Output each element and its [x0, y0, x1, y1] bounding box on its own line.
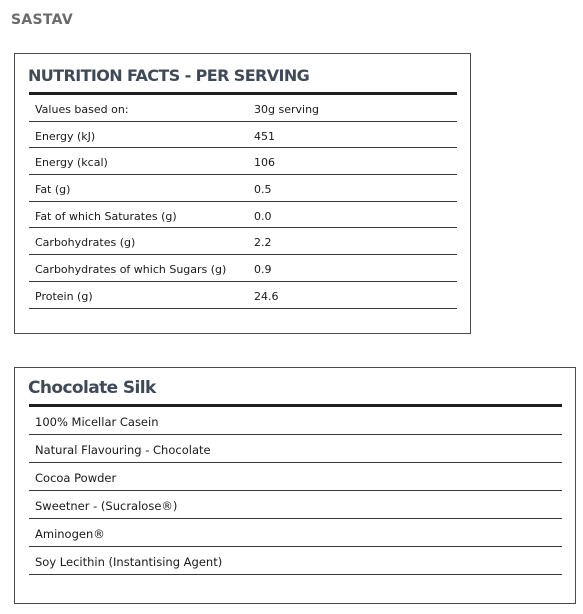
ingredient-label: Natural Flavouring - Chocolate: [35, 443, 211, 457]
nutrition-label: Energy (kJ): [35, 129, 96, 143]
nutrition-value: 0.0: [254, 209, 272, 223]
nutrition-value: 2.2: [254, 236, 272, 250]
ingredient-label: Soy Lecithin (Instantising Agent): [35, 555, 223, 569]
nutrition-row-saturates: [29, 202, 457, 229]
nutrition-row-basis: [29, 95, 457, 122]
flavour-title: Chocolate Silk: [28, 378, 156, 398]
nutrition-value: 106: [254, 156, 275, 170]
ingredient-label: Sweetner - (Sucralose®): [35, 499, 178, 513]
nutrition-value: 30g serving: [254, 103, 320, 116]
nutrition-label: Fat (g): [35, 183, 71, 197]
ingredient-label: Cocoa Powder: [35, 471, 117, 485]
nutrition-value: 0.5: [254, 183, 272, 197]
nutrition-row-carbohydrates: [29, 228, 457, 255]
ingredient-item: [29, 519, 562, 547]
nutrition-label: Carbohydrates (g): [35, 236, 136, 250]
nutrition-facts-panel: [14, 53, 471, 334]
nutrition-row-protein: [29, 282, 457, 309]
nutrition-row-sugars: [29, 255, 457, 282]
ingredient-item: [29, 407, 562, 435]
page-heading: SASTAV: [11, 12, 73, 28]
nutrition-row-fat: [29, 175, 457, 202]
ingredient-item: [29, 491, 562, 519]
ingredient-label: Aminogen®: [35, 527, 105, 541]
ingredients-panel: [14, 367, 576, 604]
nutrition-label: Values based on:: [35, 103, 129, 116]
ingredient-item: [29, 547, 562, 575]
ingredients-list: [29, 407, 562, 575]
nutrition-value: 0.9: [254, 263, 272, 277]
ingredient-item: [29, 435, 562, 463]
nutrition-facts-title: NUTRITION FACTS - PER SERVING: [28, 66, 310, 85]
nutrition-label: Carbohydrates of which Sugars (g): [35, 263, 227, 277]
ingredient-label: 100% Micellar Casein: [35, 415, 159, 429]
nutrition-label: Fat of which Saturates (g): [35, 209, 177, 223]
nutrition-row-energy-kcal: [29, 148, 457, 175]
nutrition-label: Energy (kcal): [35, 156, 108, 170]
nutrition-row-energy-kj: [29, 122, 457, 149]
nutrition-label: Protein (g): [35, 289, 93, 303]
nutrition-value: 24.6: [254, 289, 279, 303]
nutrition-value: 451: [254, 129, 275, 143]
nutrition-table: [29, 95, 457, 309]
ingredient-item: [29, 463, 562, 491]
